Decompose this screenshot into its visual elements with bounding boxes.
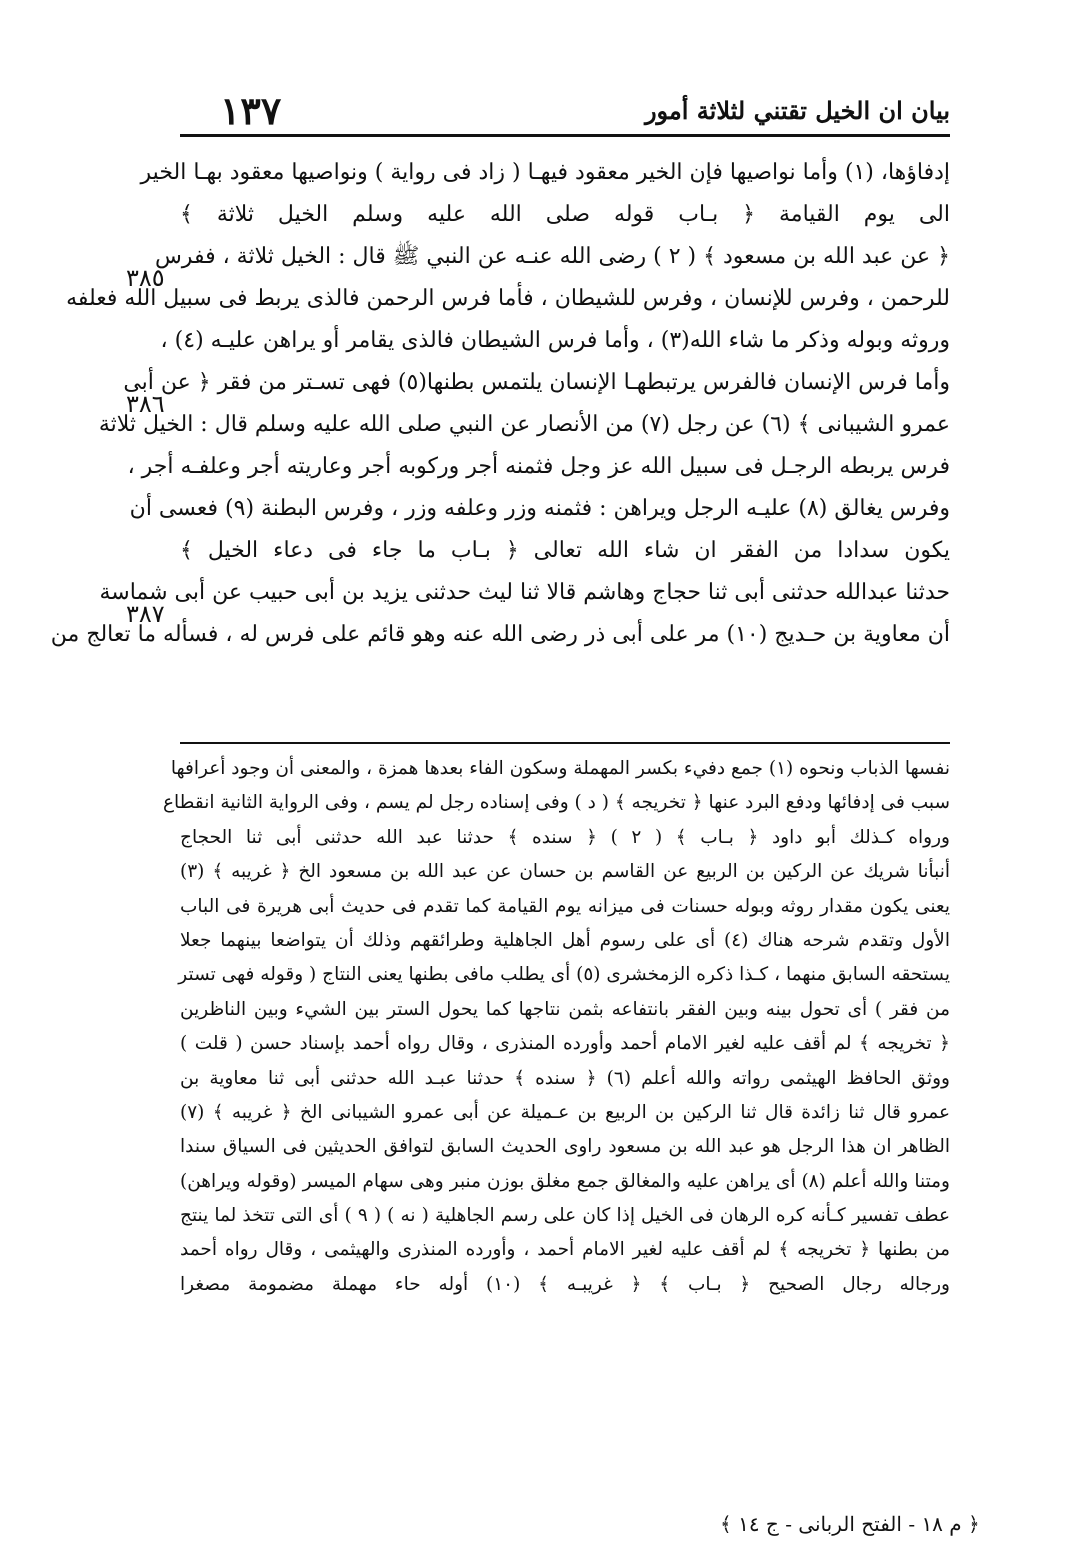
running-title: بيان ان الخيل تقتني لثلاثة أمور [644, 96, 950, 125]
footnote-line: أنبأنا شريك عن الركين بن الربيع عن القاسم بن حسان عن عبد الله بن مسعود الخ ﴿ غريبه ﴾ (٣) [180, 861, 950, 883]
footnote-line: نفسها الذباب ونحوه (١) جمع دفيء بكسر المهملة وسكون الفاء بعدها همزة ، والمعنى أن وجود أعرافها [170, 758, 950, 779]
footnote-line: يعنى يكون مقدار روثه وبوله حسنات فى ميزانه يوم القيامة كما تقدم فى حديث أبى هريرة فى الباب [180, 895, 950, 917]
main-line: عمرو الشيبانى ﴾ (٦) عن رجل (٧) من الأنصار عن النبي صلى الله عليه وسلم قال : الخيل ثلاثة [98, 412, 950, 437]
footnote-line: ورجاله رجال الصحيح ﴿ بـاب ﴾ ﴿ غريبـه ﴾ (١٠) أوله حاء مهملة مضمومة مصغرا [180, 1273, 950, 1295]
footnote-line: من بطنها ﴿ تخريجه ﴾ لم أقف عليه لغير الامام أحمد ، وأورده المنذرى والهيثمى ، وقال رواه أحمد [180, 1239, 950, 1261]
main-line: وروثه وبوله وذكر ما شاء الله(٣) ، وأما فرس الشيطان فالذى يقامر أو يراهن عليـه (٤) ، [160, 328, 950, 353]
main-line: حدثنا عبدالله حدثنى أبى ثنا حجاج وهاشم قالا ثنا ليث حدثنى يزيد بن أبى حبيب عن أبى شماسة [99, 580, 950, 605]
main-line: الى يوم القيامة ﴿ بـاب قوله صلى الله عليه وسلم الخيل ثلاثة ﴾ [180, 202, 950, 227]
main-line: إدفاؤها، (١) وأما نواصيها فإن الخير معقود فيهـا ( زاد فى رواية ) ونواصيها معقود بهـا الخير [140, 160, 950, 185]
hadith-number: ٣٨٥ [126, 264, 165, 292]
footnote-line: سبب فى إدفائها ودفع البرد عنها ﴿ تخريجه ﴾ ( د ) وفى إسناده رجل لم يسم ، وفى الرواية الثانية انقطاع [162, 792, 950, 814]
footnote-line: ووثق الحافظ الهيثمى رواته والله أعلم (٦) ﴿ سنده ﴾ حدثنا عبـد الله حدثنى أبى ثنا معاوية بن [180, 1067, 950, 1089]
main-line: وفرس يغالق (٨) عليـه الرجل ويراهن : فثمنه وزر وعلفه وزر ، وفرس البطنة (٩) فعسى أن [129, 496, 950, 521]
footnote-line: الأول وتقدم شرحه هناك (٤) أى على رسوم أهل الجاهلية وطرائقهم وذلك أن يتواضعا بينهما جعلا [180, 929, 950, 951]
page-number: ١٣٧ [220, 88, 282, 133]
main-line: يكون سدادا من الفقر ان شاء الله تعالى ﴿ بـاب ما جاء فى دعاء الخيل ﴾ [180, 538, 950, 563]
footnote-line: عطف تفسير كـأنه كره الرهان فى الخيل إذا كان على رسم الجاهلية ( نه ) ( ٩ ) أى التى تتخذ لما ينتج [180, 1205, 950, 1227]
hadith-number: ٣٨٧ [126, 600, 165, 628]
footnote-line: الظاهر ان هذا الرجل هو عبد الله بن مسعود راوى الحديث السابق لتوافق الحديثين فى السياق سندا [180, 1136, 950, 1158]
signature-mark: ﴿ م ١٨ - الفتح الربانى - ج ١٤ ﴾ [720, 1512, 980, 1536]
main-line: ﴿ عن عبد الله بن مسعود ﴾ ( ٢ ) رضى الله عنـه عن النبي ﷺ قال : الخيل ثلاثة ، ففرس [154, 244, 950, 269]
main-line: وأما فرس الإنسان فالفرس يرتبطهـا الإنسان يلتمس بطنها(٥) فهى تسـتر من فقر ﴿ عن أبى [123, 370, 950, 395]
footnote-line: ﴿ تخريجه ﴾ لم أقف عليه لغير الامام أحمد وأورده المنذرى ، وقال رواه أحمد بإسناد حسن ( قلت ) [180, 1033, 950, 1055]
footnote-line: عمرو قال ثنا زائدة قال ثنا الركين بن الربيع بن عـميلة عن أبى عمرو الشيبانى الخ ﴿ غريبه ﴾ (٧) [180, 1101, 950, 1123]
hadith-number: ٣٨٦ [126, 390, 165, 418]
main-line: للرحمن ، وفرس للإنسان ، وفرس للشيطان ، فأما فرس الرحمن فالذى يربط فى سبيل الله فعلفه [66, 286, 950, 311]
footnote-line: ومتنا والله أعلم (٨) أى يراهن عليه والمغالق جمع مغلق بوزن منبر وهى سهام الميسر (وقوله ويراهن) [180, 1170, 950, 1192]
footnotes-divider [180, 742, 950, 744]
header-divider [180, 134, 950, 137]
footnote-line: يستحقه السابق منهما ، كـذا ذكره الزمخشرى (٥) أى يطلب مافى بطنها يعنى النتاج ( وقوله فهى تستر [178, 964, 950, 986]
footnote-line: ورواه كـذلك أبو داود ﴿ بـاب ﴾ ( ٢ ) ﴿ سنده ﴾ حدثنا عبد الله حدثنى أبى ثنا الحجاج [180, 826, 950, 848]
footnote-line: من فقر ) أى تحول بينه وبين الفقر بانتفاعه بثمن نتاجها كما يحول الستر بين الشيء وبين الناظرين [180, 998, 950, 1020]
main-line: أن معاوية بن حـديج (١٠) مر على أبى ذر رضى الله عنه وهو قائم على فرس له ، فسأله ما تعالج من [50, 622, 950, 647]
page-header [180, 84, 950, 133]
footnotes [162, 752, 950, 1302]
main-line: فرس يربطه الرجـل فى سبيل الله عز وجل فثمنه أجر وركوبه أجر وعاريته أجر وعلفـه أجر ، [127, 454, 950, 479]
